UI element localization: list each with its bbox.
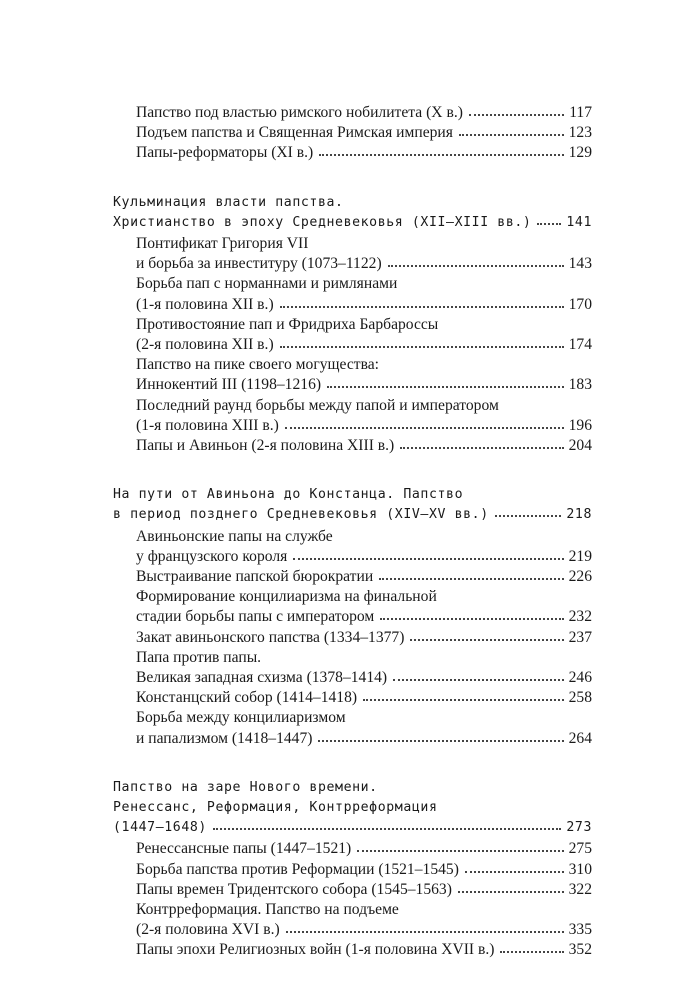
dot-leader xyxy=(293,556,563,560)
toc-entry-title: Формирование концилиаризма на финальной xyxy=(136,588,437,606)
dot-leader xyxy=(537,221,561,225)
page-number: 258 xyxy=(568,689,592,707)
page-number: 123 xyxy=(568,124,592,142)
toc-entry-line xyxy=(136,275,397,293)
page-number: 226 xyxy=(568,568,592,585)
toc-entry-line xyxy=(136,840,592,858)
dot-leader xyxy=(465,869,564,873)
toc-entry-title: Папство на пике своего могущества: xyxy=(136,356,379,374)
page-number: 129 xyxy=(568,144,592,162)
toc-entry-title: Ренессансные папы (1447–1521) xyxy=(136,840,352,858)
toc-entry-line xyxy=(136,296,592,314)
toc-part-line xyxy=(113,820,592,835)
toc-entry-title: Борьба папства против Реформации (1521–1545) xyxy=(136,860,459,878)
dot-leader xyxy=(393,677,563,681)
dot-leader xyxy=(500,949,563,953)
dot-leader xyxy=(495,513,562,517)
dot-leader xyxy=(327,384,564,388)
page-number: 310 xyxy=(568,860,592,878)
toc-entry-line xyxy=(136,588,437,606)
toc-entry-line xyxy=(136,528,333,546)
toc-entry-title: (1-я половина XII в.) xyxy=(136,295,274,313)
toc-entry-title: Контрреформация. Папство на подъеме xyxy=(136,901,399,918)
toc-entry-title: и борьба за инвеституру (1073–1122) xyxy=(136,255,382,273)
toc-entry-line xyxy=(136,941,592,959)
toc-entry-line xyxy=(136,417,592,435)
toc-entry-line xyxy=(136,730,592,748)
toc-part-line xyxy=(113,487,463,502)
page-number: 141 xyxy=(566,214,592,230)
toc-entry-title: (1-я половина XIII в.) xyxy=(136,416,279,434)
toc-entry-title: (2-я половина XVI в.) xyxy=(136,921,280,939)
toc-entry-line xyxy=(136,568,592,586)
toc-entry-line xyxy=(136,629,592,647)
toc-entry-title: Последний раунд борьбы между папой и императором xyxy=(136,396,499,414)
toc-entry-title: Иннокентий III (1198–1216) xyxy=(136,376,322,394)
toc-part-title: Христианство в эпоху Средневековья (XII–XIII вв.) xyxy=(113,214,532,230)
toc-entry-title: Папы эпохи Религиозных войн (1-я половина XVII в.) xyxy=(136,941,495,959)
dot-leader xyxy=(285,425,564,429)
dot-leader xyxy=(280,344,564,348)
toc-entry-title: Великая западная схизма (1378–1414) xyxy=(136,669,388,686)
toc-part-title: Папство на заре Нового времени. xyxy=(113,779,378,795)
toc-entry-title: и папализмом (1418–1447) xyxy=(136,729,313,747)
toc-entry-line xyxy=(136,336,592,354)
dot-leader xyxy=(363,697,564,701)
toc-entry-line xyxy=(136,124,592,142)
toc-part-line xyxy=(113,215,592,230)
toc-part-line xyxy=(113,780,378,795)
dot-leader xyxy=(459,132,564,136)
toc-entry-title: Закат авиньонского папства (1334–1377) xyxy=(136,628,405,646)
toc-entry-line xyxy=(136,881,592,899)
toc-entry-title: стадии борьбы папы с императором xyxy=(136,608,375,626)
page-number: 275 xyxy=(568,840,592,858)
page-number: 232 xyxy=(568,608,592,626)
toc-entry-line xyxy=(136,376,592,394)
dot-leader xyxy=(379,576,563,580)
page-number: 143 xyxy=(568,255,592,273)
toc-entry-title: Борьба между концилиаризмом xyxy=(136,709,346,727)
toc-part-title: На пути от Авиньона до Констанца. Папство xyxy=(113,487,464,503)
dot-leader xyxy=(318,738,563,742)
toc-part-title: Кульминация власти папства. xyxy=(113,194,344,210)
toc-entry-line xyxy=(136,255,592,273)
toc-entry-line xyxy=(136,397,499,415)
toc-entry-title: Борьба пап с норманнами и римлянами xyxy=(136,275,398,293)
toc-part-title: (1447–1648) xyxy=(113,820,207,836)
toc-entry-title: Подъем папства и Священная Римская империя xyxy=(136,124,453,142)
toc-part-title: в период позднего Средневековья (XIV–XV вв.) xyxy=(113,507,489,523)
dot-leader xyxy=(213,826,561,830)
toc-entry-line xyxy=(136,709,346,727)
page-number: 246 xyxy=(568,669,592,686)
page-number: 183 xyxy=(568,376,592,394)
toc-entry-title: (2-я половина XII в.) xyxy=(136,336,274,353)
page-number: 322 xyxy=(568,880,592,898)
dot-leader xyxy=(458,889,564,893)
toc-entry-title: Папство под властью римского нобилитета (X в.) xyxy=(136,104,463,121)
page-number: 170 xyxy=(568,295,592,313)
toc-entry-title: Папы времен Тридентского собора (1545–1563) xyxy=(136,880,452,898)
toc-entry-title: Авиньонские папы на службе xyxy=(136,527,333,545)
page-number: 174 xyxy=(568,336,592,353)
toc-entry-title: Выстраивание папской бюрократии xyxy=(136,568,374,585)
dot-leader xyxy=(388,263,564,267)
dot-leader xyxy=(286,929,564,933)
page-number: 117 xyxy=(569,104,592,121)
toc-part-title: Ренессанс, Реформация, Контрреформация xyxy=(113,800,438,815)
dot-leader xyxy=(357,848,563,852)
toc-entry-title: Папы-реформаторы (XI в.) xyxy=(136,144,314,162)
toc-entry-line xyxy=(136,356,379,374)
toc-entry-line xyxy=(136,649,261,667)
page-number: 237 xyxy=(568,628,592,646)
toc-entry-line xyxy=(136,901,399,919)
toc-entry-line xyxy=(136,669,592,687)
toc-entry-line xyxy=(136,548,592,566)
page-number: 218 xyxy=(566,507,592,523)
dot-leader xyxy=(410,637,563,641)
toc-entry-title: Противостояние пап и Фридриха Барбароссы xyxy=(136,315,439,333)
toc-entry-line xyxy=(136,104,592,122)
page-number: 204 xyxy=(568,437,592,454)
toc-entry-line xyxy=(136,861,592,879)
page-number: 219 xyxy=(568,547,592,565)
toc-entry-title: у французского короля xyxy=(136,547,288,565)
page-number: 273 xyxy=(566,820,592,836)
toc-entry-line xyxy=(136,608,592,626)
toc-entry-line xyxy=(136,921,592,939)
page-number: 335 xyxy=(568,921,592,939)
dot-leader xyxy=(319,152,563,156)
toc-entry-line xyxy=(136,144,592,162)
dot-leader xyxy=(280,304,564,308)
toc-entry-line xyxy=(136,235,308,253)
dot-leader xyxy=(469,112,564,116)
page-number: 352 xyxy=(568,941,592,959)
toc-entry-line xyxy=(136,689,592,707)
toc-entry-line xyxy=(136,437,592,455)
page-number: 264 xyxy=(568,729,592,747)
toc-part-line xyxy=(113,195,344,210)
toc-entry-title: Папы и Авиньон (2-я половина XIII в.) xyxy=(136,437,395,454)
toc-entry-title: Папа против папы. xyxy=(136,648,262,666)
toc-entry-title: Констанцский собор (1414–1418) xyxy=(136,689,358,707)
toc-entry-title: Понтификат Григория VII xyxy=(136,235,309,252)
toc-entry-line xyxy=(136,316,438,334)
page-number: 196 xyxy=(568,416,592,434)
toc-part-line xyxy=(113,507,592,522)
toc-part-line xyxy=(113,800,438,815)
dot-leader xyxy=(400,445,563,449)
dot-leader xyxy=(380,616,563,620)
